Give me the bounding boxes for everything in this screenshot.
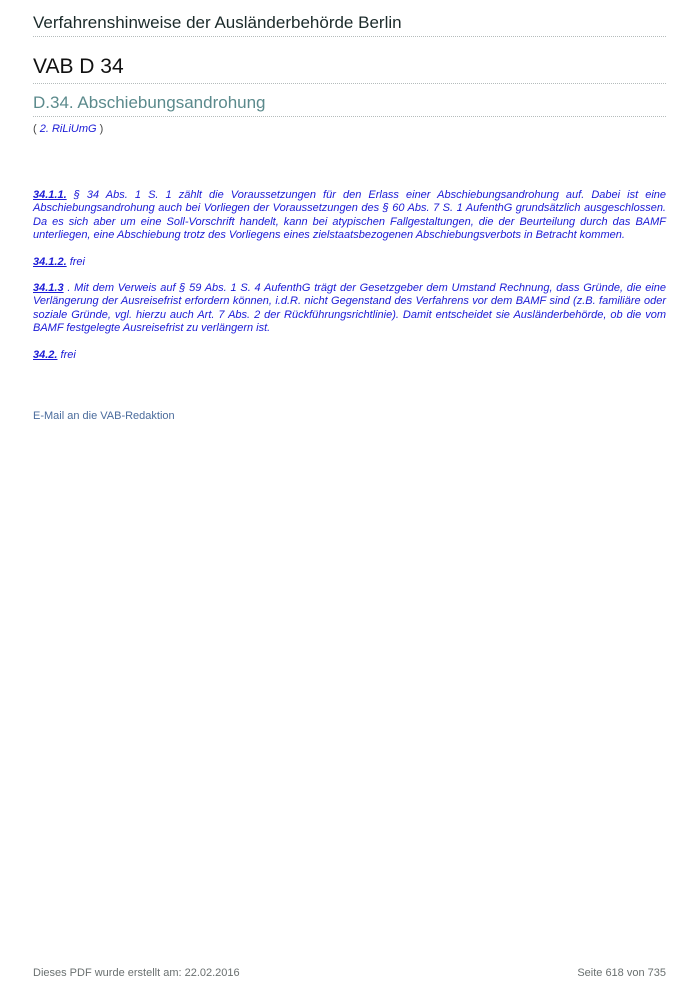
page-footer: [33, 967, 666, 979]
paragraph-text: § 34 Abs. 1 S. 1 zählt die Voraussetzungen für den Erlass einer Abschiebungsandrohung auf. Dabei ist eine Abschiebungsandrohung auch bei Vorliegen der Voraussetzungen des § 60 Abs. 7 S. 1 AufenthG grundsätzlich ausgeschlossen. Da es sich aber um eine Soll-Vorschrift handelt, kann bei atypischen Fallgestaltungen, die der Beurteilung durch das BAMF unterliegen, eine Abschiebung trotz des Vorliegens eines zielstaatsbezogenen Abschiebungsverbots in Betracht kommen.: [33, 189, 666, 242]
section-title: D.34. Abschiebungsandrohung: [33, 93, 666, 117]
paragraph-text: . Mit dem Verweis auf § 59 Abs. 1 S. 4 AufenthG trägt der Gesetzgeber dem Umstand Rechnung, dass Gründe, die eine Verlängerung der Ausreisefrist erfordern können, i.d.R. nicht Gegenstand des Verfahrens vor dem BAMF sind (z.B. familiäre oder soziale Gründe, vgl. hierzu auch Art. 7 Abs. 2 der Rückführungsrichtlinie). Damit entscheidet sie Ausländerbehörde, ob die vom BAMF festgelegte Ausreisefrist zu verlängern ist.: [33, 282, 666, 335]
paragraph-text: frei: [69, 255, 85, 268]
document-code-title: VAB D 34: [33, 55, 666, 84]
paragraph: [33, 349, 666, 362]
paragraph: [33, 256, 666, 269]
document-page: [33, 0, 666, 422]
reference-link[interactable]: 2. RiLiUmG: [39, 123, 97, 135]
reference-open-paren: (: [33, 123, 37, 135]
footer-created-date: Dieses PDF wurde erstellt am: 22.02.2016: [33, 967, 240, 979]
footer-page-number: Seite 618 von 735: [577, 967, 666, 979]
paragraph-text: frei: [60, 348, 76, 361]
paragraph-number-link[interactable]: 34.1.3: [33, 282, 64, 295]
body-text: [33, 189, 666, 362]
paragraph-number-link[interactable]: 34.2.: [33, 348, 58, 361]
reference-close-paren: ): [99, 123, 104, 135]
email-editorial-link[interactable]: E-Mail an die VAB-Redaktion: [33, 410, 175, 423]
paragraph-number-link[interactable]: 34.1.1.: [33, 189, 67, 201]
paragraph: [33, 189, 666, 243]
reference-line: [33, 123, 666, 135]
document-header: Verfahrenshinweise der Ausländerbehörde Berlin: [33, 0, 666, 37]
paragraph: [33, 282, 666, 336]
paragraph-number-link[interactable]: 34.1.2.: [33, 255, 67, 268]
